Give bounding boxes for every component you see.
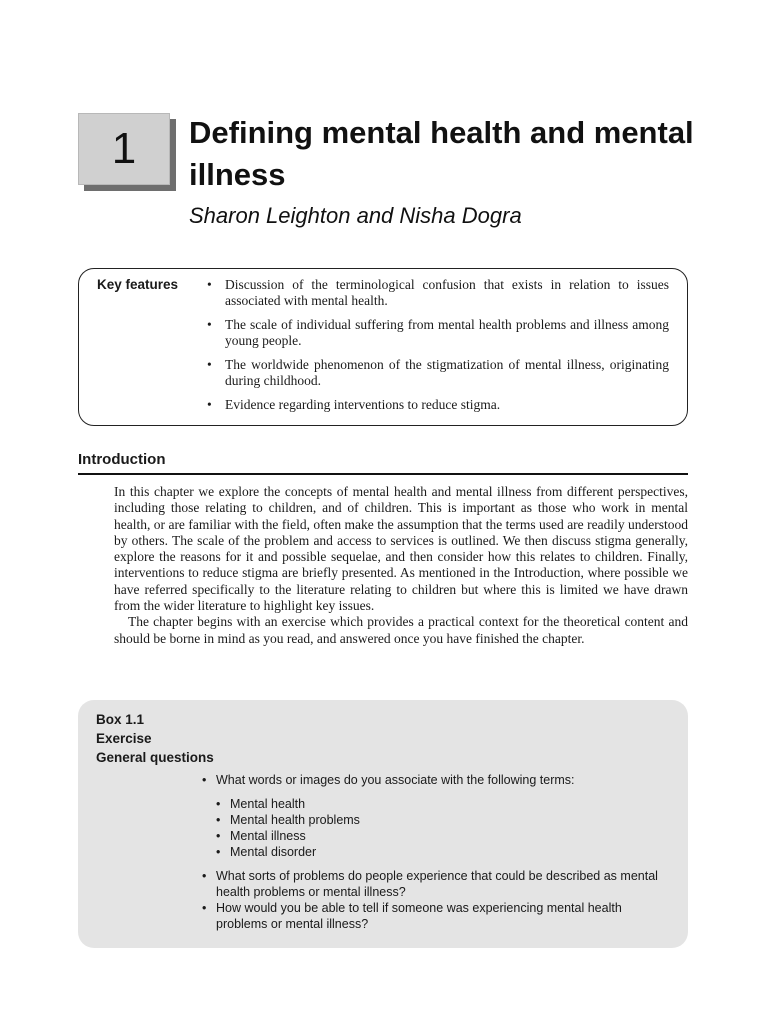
key-features-label: Key features <box>97 277 179 292</box>
chapter-number-badge <box>78 113 170 185</box>
chapter-title: Defining mental health and mental illness <box>189 115 694 192</box>
exercise-questions <box>202 772 672 932</box>
terms-list <box>216 796 672 860</box>
key-feature-item: • The scale of individual suffering from mental health problems and illness among young people. <box>207 317 669 349</box>
introduction-paragraph: In this chapter we explore the concepts of mental health and mental illness from different perspectives, including those relating to children, and of children. This is important as those who work in mental health, or are familiar with the field, often make the assumption that the terms used are readily understood by others. The scale of the problem and access to services is outlined. We then discuss stigma generally, explore the reasons for it and possible sequelae, and then consider how this relates to children. Finally, interventions to reduce stigma are briefly presented. As mentioned in the Introduction, where possible we have referred specifically to the literature relating to children but where this is limited we have drawn from the wider literature to highlight key issues. <box>114 484 688 614</box>
box-number: Box 1.1 <box>96 712 145 727</box>
key-feature-item: • The worldwide phenomenon of the stigmatization of mental illness, originating during childhood. <box>207 357 669 389</box>
exercise-question: • What words or images do you associate with the following terms: <box>202 772 672 788</box>
box-subtitle: General questions <box>96 750 214 765</box>
term-item: • Mental health problems <box>216 812 672 828</box>
key-features-list <box>207 277 669 421</box>
term-item: • Mental illness <box>216 828 672 844</box>
key-features-box <box>78 268 688 426</box>
exercise-question: • How would you be able to tell if someone was experiencing mental health problems or mental illness? <box>202 900 672 932</box>
introduction-body <box>114 484 688 647</box>
chapter-number: 1 <box>111 124 137 173</box>
box-headings <box>96 710 214 767</box>
introduction-paragraph: The chapter begins with an exercise which provides a practical context for the theoretical content and should be borne in mind as you read, and answered once you have finished the chapter. <box>114 614 688 646</box>
chapter-authors: Sharon Leighton and Nisha Dogra <box>189 203 522 228</box>
exercise-box <box>78 700 688 948</box>
key-feature-item: • Discussion of the terminological confusion that exists in relation to issues associated with mental health. <box>207 277 669 309</box>
key-feature-item: • Evidence regarding interventions to reduce stigma. <box>207 397 669 413</box>
term-item: • Mental health <box>216 796 672 812</box>
introduction-heading: Introduction <box>78 451 688 475</box>
term-item: • Mental disorder <box>216 844 672 860</box>
box-type: Exercise <box>96 731 152 746</box>
exercise-question: • What sorts of problems do people experience that could be described as mental health problems or mental illness? <box>202 868 672 900</box>
